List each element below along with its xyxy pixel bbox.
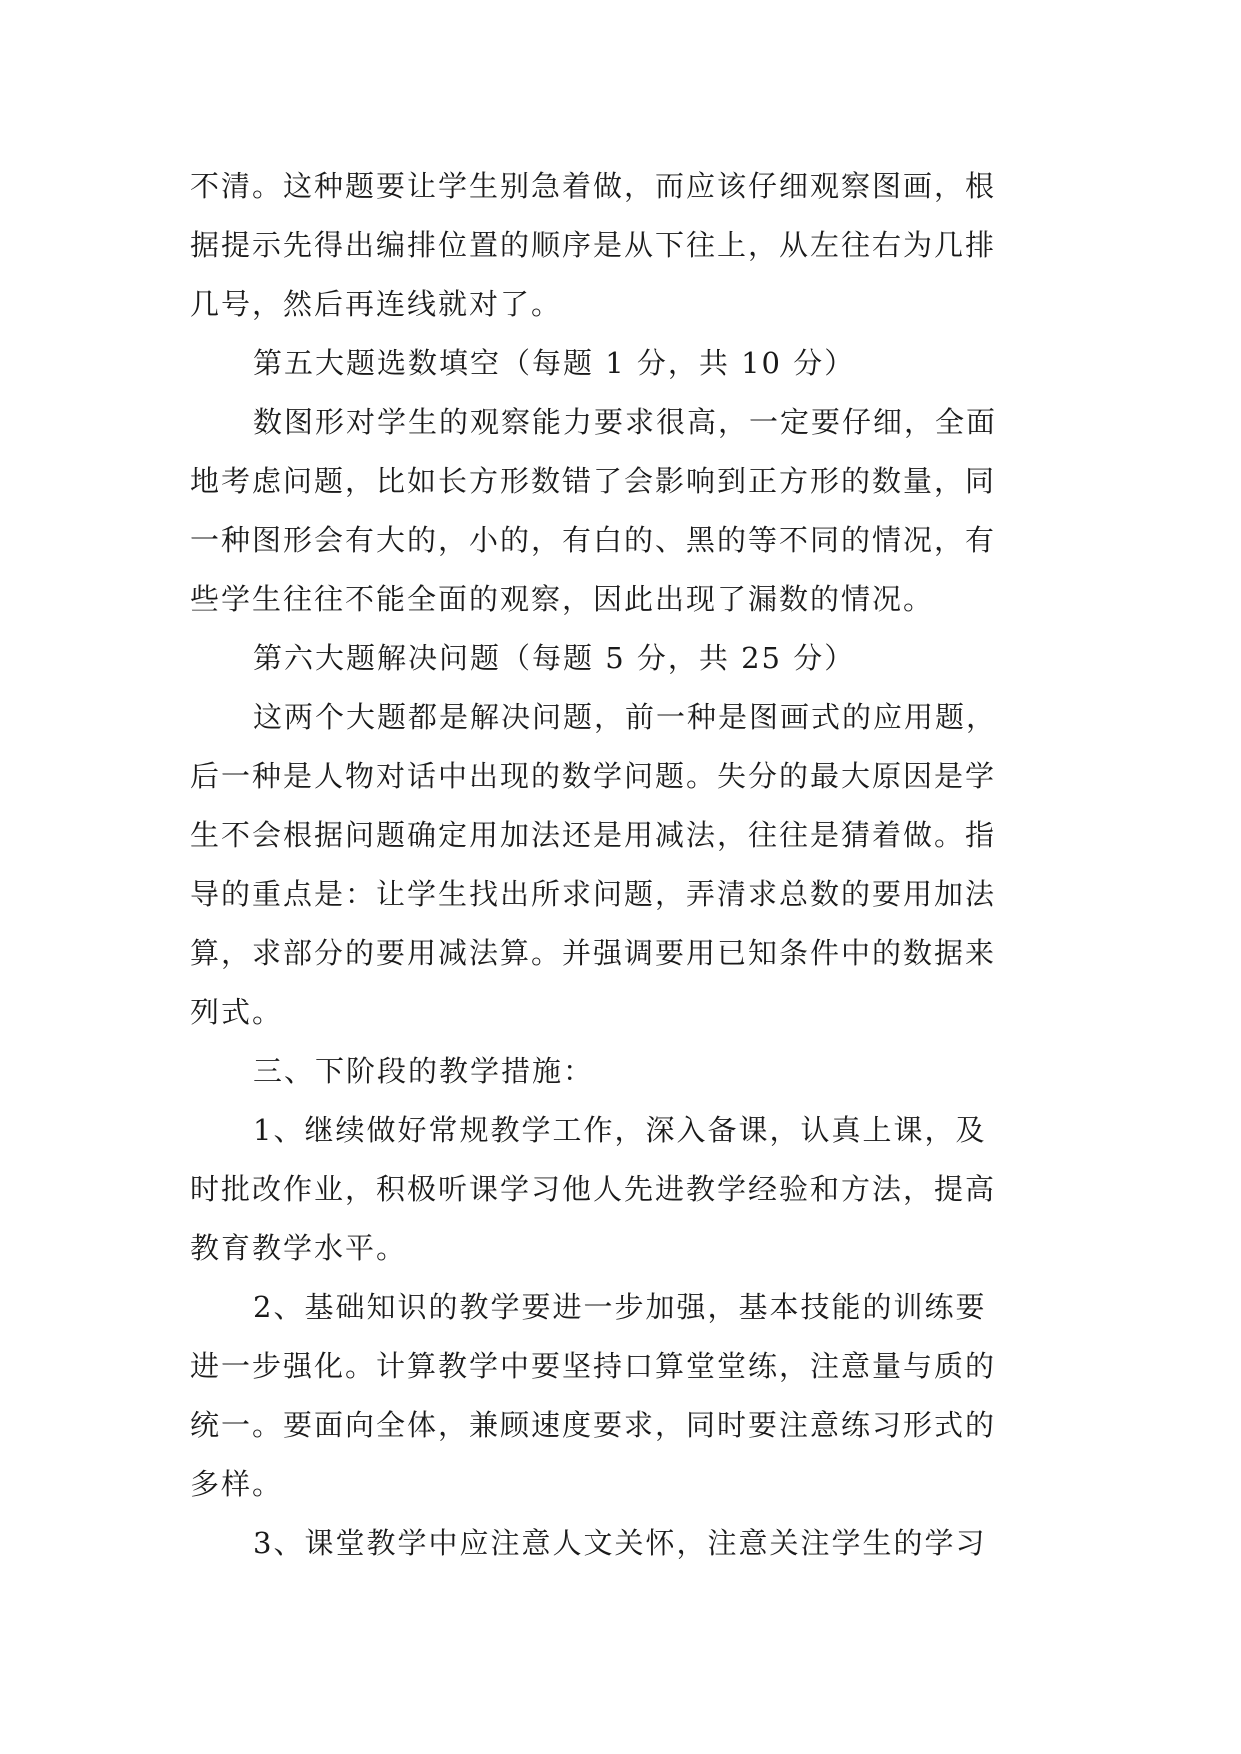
paragraph-line: 几号，然后再连线就对了。 — [190, 287, 563, 321]
paragraph-line: 些学生往往不能全面的观察，因此出现了漏数的情况。 — [190, 582, 935, 616]
section-heading: 第六大题解决问题（每题 5 分，共 25 分） — [253, 641, 856, 675]
list-item-line: 进一步强化。计算教学中要坚持口算堂堂练，注意量与质的 — [190, 1349, 997, 1383]
paragraph-line: 数图形对学生的观察能力要求很高，一定要仔细，全面 — [253, 405, 998, 439]
list-item-line: 3、课堂教学中应注意人文关怀，注意关注学生的学习 — [253, 1526, 987, 1560]
list-item-line: 1、继续做好常规教学工作，深入备课，认真上课，及 — [253, 1113, 987, 1147]
paragraph-line: 据提示先得出编排位置的顺序是从下往上，从左往右为几排 — [190, 228, 997, 262]
paragraph-line: 地考虑问题，比如长方形数错了会影响到正方形的数量，同 — [190, 464, 997, 498]
paragraph-line: 列式。 — [190, 995, 284, 1029]
list-item-line: 2、基础知识的教学要进一步加强，基本技能的训练要 — [253, 1290, 987, 1324]
paragraph-line: 导的重点是：让学生找出所求问题，弄清求总数的要用加法 — [190, 877, 997, 911]
paragraph-line: 一种图形会有大的，小的，有白的、黑的等不同的情况，有 — [190, 523, 997, 557]
section-heading: 第五大题选数填空（每题 1 分，共 10 分） — [253, 346, 856, 380]
paragraph-line: 这两个大题都是解决问题，前一种是图画式的应用题， — [253, 700, 998, 734]
paragraph-line: 后一种是人物对话中出现的数学问题。失分的最大原因是学 — [190, 759, 997, 793]
list-item-line: 教育教学水平。 — [190, 1231, 408, 1265]
paragraph-line: 不清。这种题要让学生别急着做，而应该仔细观察图画，根 — [190, 169, 997, 203]
paragraph-line: 生不会根据问题确定用加法还是用减法，往往是猜着做。指 — [190, 818, 997, 852]
list-item-line: 时批改作业，积极听课学习他人先进教学经验和方法，提高 — [190, 1172, 997, 1206]
section-heading: 三、下阶段的教学措施： — [253, 1054, 595, 1088]
list-item-line: 多样。 — [190, 1467, 284, 1501]
list-item-line: 统一。要面向全体，兼顾速度要求，同时要注意练习形式的 — [190, 1408, 997, 1442]
paragraph-line: 算，求部分的要用减法算。并强调要用已知条件中的数据来 — [190, 936, 997, 970]
